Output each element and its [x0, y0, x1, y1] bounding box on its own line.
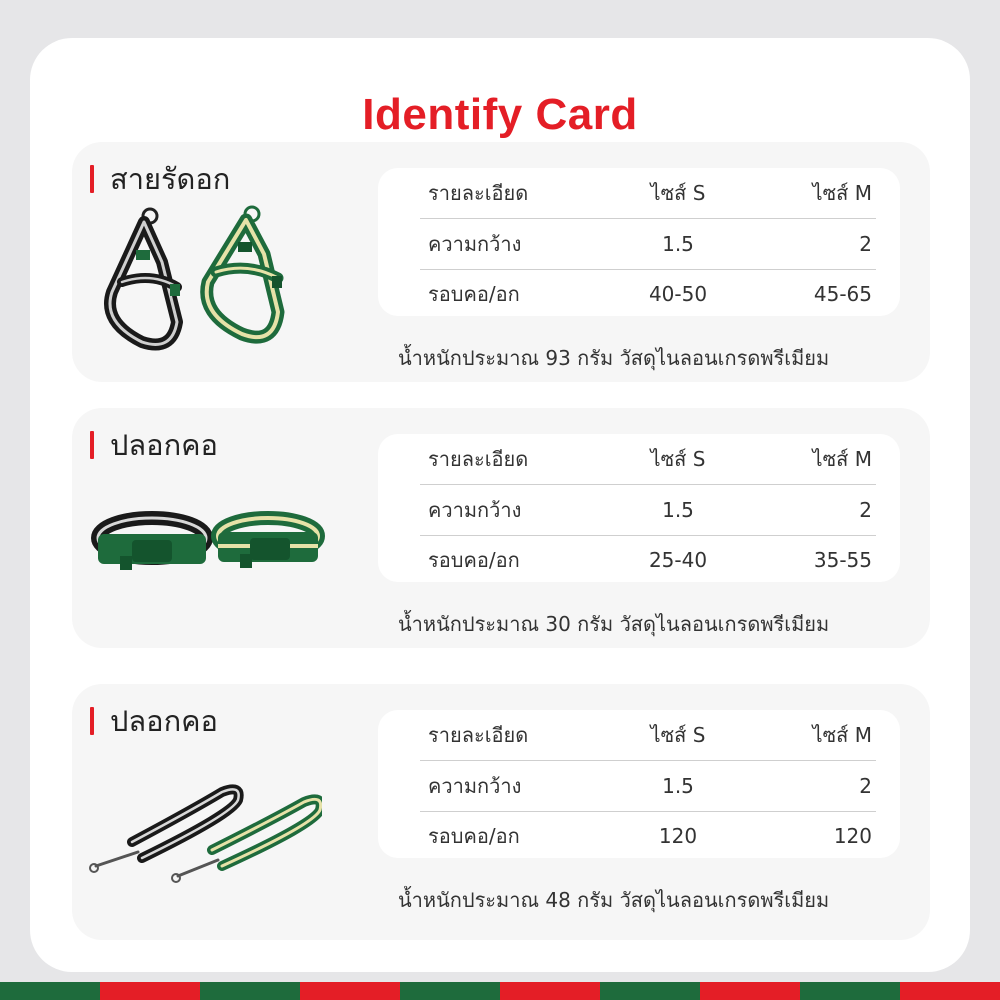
section-heading-label: ปลอกคอ	[110, 428, 218, 462]
section-heading	[90, 698, 218, 744]
harness-icon	[82, 202, 312, 362]
table-cell: 1.5	[662, 498, 694, 522]
table-cell: รอบคอ/อก	[428, 548, 520, 572]
stripe-segment	[600, 982, 700, 1000]
accent-bar	[90, 431, 94, 459]
section-heading	[90, 156, 230, 202]
table-cell: 2	[859, 498, 872, 522]
table-row	[420, 811, 876, 861]
table-cell: รอบคอ/อก	[428, 282, 520, 306]
stripe-segment	[400, 982, 500, 1000]
stripe-segment	[300, 982, 400, 1000]
table-header: รายละเอียด	[428, 447, 529, 471]
size-table	[378, 434, 900, 582]
table-cell: 1.5	[662, 232, 694, 256]
stripe-segment	[900, 982, 1000, 1000]
collar-icon	[90, 504, 330, 594]
identify-card	[30, 38, 970, 972]
stripe-segment	[800, 982, 900, 1000]
table-cell: 25-40	[648, 548, 708, 572]
stripe-segment	[700, 982, 800, 1000]
table-cell: รอบคอ/อก	[428, 824, 520, 848]
table-cell: 120	[833, 824, 872, 848]
table-header: ไซส์ S	[650, 181, 706, 205]
table-cell: 35-55	[813, 548, 872, 572]
size-table	[378, 710, 900, 858]
table-header: รายละเอียด	[428, 181, 529, 205]
weight-note: น้ำหนักประมาณ 93 กรัม วัสดุไนลอนเกรดพรีเมียม	[398, 346, 830, 370]
table-cell: ความกว้าง	[428, 232, 522, 256]
section-collar	[72, 408, 930, 648]
table-row	[420, 219, 876, 270]
table-row	[420, 761, 876, 812]
leash-icon	[82, 780, 322, 890]
table-header: ไซส์ M	[812, 181, 872, 205]
weight-note: น้ำหนักประมาณ 30 กรัม วัสดุไนลอนเกรดพรีเมียม	[398, 612, 830, 636]
section-harness	[72, 142, 930, 382]
table-cell: 2	[859, 774, 872, 798]
table-header: รายละเอียด	[428, 723, 529, 747]
table-row	[420, 434, 876, 485]
table-row	[420, 168, 876, 219]
size-table	[378, 168, 900, 316]
section-heading-label: สายรัดอก	[110, 162, 231, 196]
weight-note: น้ำหนักประมาณ 48 กรัม วัสดุไนลอนเกรดพรีเมียม	[398, 888, 830, 912]
table-cell: 1.5	[662, 774, 694, 798]
accent-bar	[90, 707, 94, 735]
table-row	[420, 269, 876, 319]
table-cell: ความกว้าง	[428, 498, 522, 522]
stripe-segment	[200, 982, 300, 1000]
table-row	[420, 710, 876, 761]
accent-bar	[90, 165, 94, 193]
table-cell: 40-50	[648, 282, 708, 306]
table-header: ไซส์ M	[812, 447, 872, 471]
table-header: ไซส์ M	[812, 723, 872, 747]
stripe-segment	[0, 982, 100, 1000]
bottom-color-stripe	[0, 982, 1000, 1000]
section-heading	[90, 422, 218, 468]
section-heading-label: ปลอกคอ	[110, 704, 218, 738]
table-row	[420, 535, 876, 585]
table-cell: ความกว้าง	[428, 774, 522, 798]
table-header: ไซส์ S	[650, 447, 706, 471]
table-cell: 45-65	[813, 282, 872, 306]
table-cell: 120	[658, 824, 698, 848]
stripe-segment	[500, 982, 600, 1000]
table-row	[420, 485, 876, 536]
section-leash	[72, 684, 930, 940]
table-cell: 2	[859, 232, 872, 256]
stripe-segment	[100, 982, 200, 1000]
table-header: ไซส์ S	[650, 723, 706, 747]
page-title: Identify Card	[362, 90, 638, 139]
